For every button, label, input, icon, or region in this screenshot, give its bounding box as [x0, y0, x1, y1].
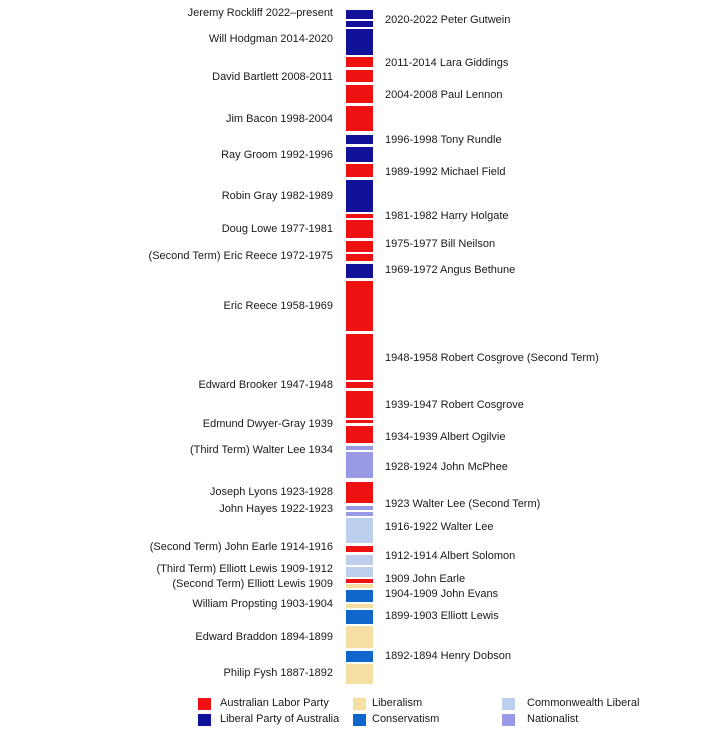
premier-label-left: David Bartlett 2008-2011: [212, 71, 333, 83]
premier-label-right: 2020-2022 Peter Gutwein: [385, 14, 511, 26]
legend-swatch: [502, 698, 515, 710]
premier-label-left: (Third Term) Elliott Lewis 1909-1912: [156, 563, 333, 575]
premier-label-left: Eric Reece 1958-1969: [223, 300, 333, 312]
timeline-segment: [346, 567, 373, 577]
legend-swatch: [353, 714, 366, 726]
timeline-segment: [346, 334, 373, 380]
premier-label-right: 1934-1939 Albert Ogilvie: [385, 431, 506, 443]
premier-label-right: 1892-1894 Henry Dobson: [385, 650, 511, 662]
legend-label: Conservatism: [372, 713, 440, 725]
timeline-segment: [346, 590, 373, 602]
premier-label-right: 1996-1998 Tony Rundle: [385, 134, 502, 146]
timeline-segment: [346, 382, 373, 388]
premier-label-left: (Second Term) John Earle 1914-1916: [149, 541, 333, 553]
timeline-segment: [346, 147, 373, 162]
timeline-segment: [346, 579, 373, 583]
premier-label-left: Ray Groom 1992-1996: [221, 149, 333, 161]
timeline-segment: [346, 281, 373, 331]
legend-label: Liberalism: [372, 697, 423, 709]
legend-label: Commonwealth Liberal: [527, 697, 640, 709]
timeline-segment: [346, 420, 373, 423]
premier-label-left: Will Hodgman 2014-2020: [208, 33, 333, 45]
premier-label-left: (Third Term) Walter Lee 1934: [189, 444, 333, 456]
timeline-segment: [346, 426, 373, 443]
legend-label: Nationalist: [527, 713, 579, 725]
timeline-segment: [346, 70, 373, 82]
timeline-segment: [346, 85, 373, 103]
premier-label-right: 1981-1982 Harry Holgate: [385, 210, 509, 222]
timeline-segment: [346, 506, 373, 510]
premier-label-right: 1928-1924 John McPhee: [385, 461, 508, 473]
timeline-segment: [346, 546, 373, 552]
legend-swatch: [502, 714, 515, 726]
timeline-segment: [346, 241, 373, 252]
timeline-segment: [346, 57, 373, 67]
timeline-segment: [346, 610, 373, 624]
timeline-segment: [346, 29, 373, 55]
premier-label-right: 2011-2014 Lara Giddings: [385, 57, 509, 69]
timeline-bar: [346, 0, 373, 750]
premier-label-right: 1975-1977 Bill Neilson: [385, 238, 496, 250]
premier-label-right: 1899-1903 Elliott Lewis: [385, 610, 499, 622]
premier-label-right: 1939-1947 Robert Cosgrove: [385, 399, 524, 411]
timeline-segment: [346, 164, 373, 177]
timeline-segment: [346, 10, 373, 19]
premier-label-left: Jeremy Rockliff 2022–present: [187, 7, 333, 19]
premier-label-left: Edward Brooker 1947-1948: [198, 379, 333, 391]
timeline-segment: [346, 21, 373, 27]
premier-label-right: 1969-1972 Angus Bethune: [385, 264, 516, 276]
premier-label-right: 1923 Walter Lee (Second Term): [385, 498, 541, 510]
timeline-segment: [346, 626, 373, 648]
timeline-segment: [346, 512, 373, 516]
timeline-segment: [346, 106, 373, 131]
timeline-segment: [346, 518, 373, 543]
legend-label: Australian Labor Party: [220, 697, 329, 709]
timeline-segment: [346, 254, 373, 261]
premier-label-left: Jim Bacon 1998-2004: [225, 113, 333, 125]
premier-label-right: 2004-2008 Paul Lennon: [385, 89, 503, 101]
legend-label: Liberal Party of Australia: [220, 713, 340, 725]
timeline-segment: [346, 604, 373, 608]
timeline-segment: [346, 446, 373, 450]
timeline-segment: [346, 584, 373, 588]
legend-swatch: [353, 698, 366, 710]
premier-label-left: Philip Fysh 1887-1892: [223, 667, 333, 679]
timeline-segment: [346, 180, 373, 212]
timeline-segment: [346, 482, 373, 503]
premier-label-right: 1989-1992 Michael Field: [385, 166, 506, 178]
timeline-segment: [346, 214, 373, 218]
premier-label-left: John Hayes 1922-1923: [219, 503, 333, 515]
premier-label-right: 1904-1909 John Evans: [385, 588, 499, 600]
premier-label-right: 1948-1958 Robert Cosgrove (Second Term): [385, 352, 599, 364]
premier-label-left: Joseph Lyons 1923-1928: [209, 486, 333, 498]
timeline-segment: [346, 264, 373, 278]
premier-label-left: William Propsting 1903-1904: [192, 598, 333, 610]
timeline-segment: [346, 452, 373, 478]
premier-label-left: (Second Term) Elliott Lewis 1909: [172, 578, 333, 590]
legend-swatch: [198, 714, 211, 726]
premier-label-left: Edmund Dwyer-Gray 1939: [202, 418, 333, 430]
timeline-segment: [346, 555, 373, 565]
timeline-segment: [346, 220, 373, 238]
premier-label-left: (Second Term) Eric Reece 1972-1975: [148, 250, 333, 262]
timeline-segment: [346, 391, 373, 418]
premier-label-left: Robin Gray 1982-1989: [221, 190, 333, 202]
premier-label-right: 1912-1914 Albert Solomon: [385, 550, 516, 562]
premier-label-left: Edward Braddon 1894-1899: [195, 631, 333, 643]
timeline-segment: [346, 135, 373, 144]
timeline-segment: [346, 664, 373, 684]
premier-label-left: Doug Lowe 1977-1981: [221, 223, 333, 235]
premier-label-right: 1909 John Earle: [385, 573, 466, 585]
timeline-segment: [346, 651, 373, 662]
legend-swatch: [198, 698, 211, 710]
premier-label-right: 1916-1922 Walter Lee: [385, 521, 494, 533]
